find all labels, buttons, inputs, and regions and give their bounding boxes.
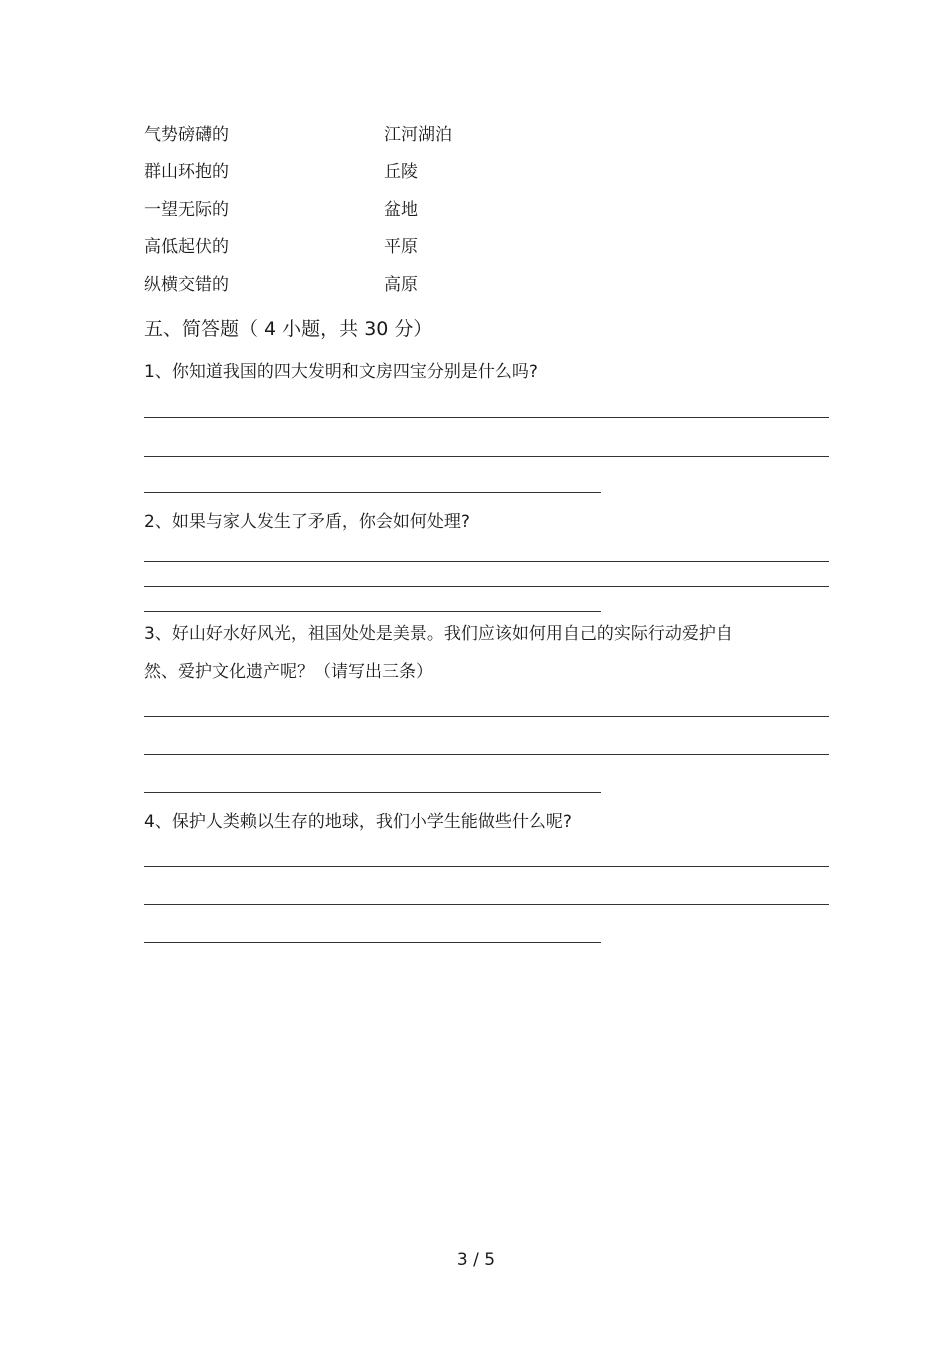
answer-line[interactable]	[144, 492, 601, 493]
matching-right-item: 盆地	[384, 200, 418, 220]
matching-left-item: 高低起伏的	[144, 237, 229, 257]
answer-line[interactable]	[144, 942, 601, 943]
answer-line[interactable]	[144, 456, 829, 457]
answer-line[interactable]	[144, 754, 829, 755]
question-3-line-2: 然、爱护文化遗产呢？（请写出三条）	[144, 662, 433, 682]
question-1: 1、你知道我国的四大发明和文房四宝分别是什么吗?	[144, 362, 538, 382]
matching-left-item: 一望无际的	[144, 200, 229, 220]
matching-left-item: 纵横交错的	[144, 275, 229, 295]
matching-right-item: 高原	[384, 275, 418, 295]
matching-right-item: 江河湖泊	[384, 125, 452, 145]
matching-left-item: 群山环抱的	[144, 162, 229, 182]
matching-right-item: 平原	[384, 237, 418, 257]
answer-line[interactable]	[144, 417, 829, 418]
section-title: 五、简答题（ 4 小题，共 30 分）	[144, 318, 433, 340]
question-4: 4、保护人类赖以生存的地球，我们小学生能做些什么呢?	[144, 812, 572, 832]
question-3-line-1: 3、好山好水好风光，祖国处处是美景。我们应该如何用自己的实际行动爱护自	[144, 624, 733, 644]
answer-line[interactable]	[144, 586, 829, 587]
answer-line[interactable]	[144, 561, 829, 562]
answer-line[interactable]	[144, 866, 829, 867]
page-number: 3 / 5	[456, 1250, 496, 1270]
matching-left-item: 气势磅礴的	[144, 125, 229, 145]
answer-line[interactable]	[144, 904, 829, 905]
answer-line[interactable]	[144, 792, 601, 793]
answer-line[interactable]	[144, 716, 829, 717]
matching-right-item: 丘陵	[384, 162, 418, 182]
answer-line[interactable]	[144, 611, 601, 612]
question-2: 2、如果与家人发生了矛盾，你会如何处理?	[144, 512, 470, 532]
